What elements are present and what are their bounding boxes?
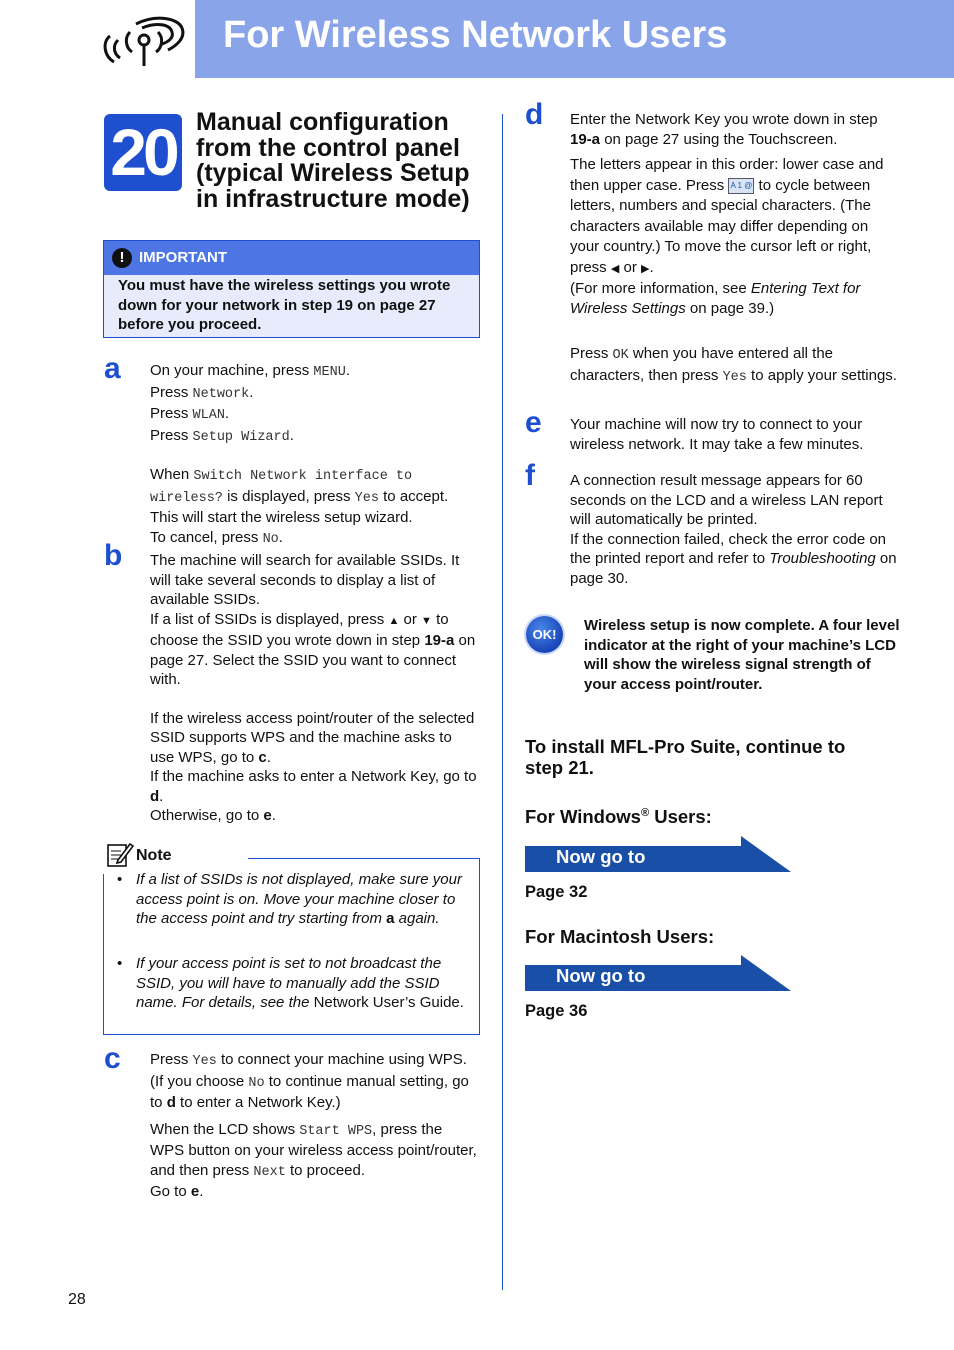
left-arrow-icon: ◀: [610, 262, 620, 275]
substep-letter-e: e: [525, 406, 542, 439]
step-number-box: [104, 114, 182, 191]
page-number: 28: [68, 1291, 86, 1308]
macintosh-goto-label: Now go to: [556, 965, 646, 986]
substep-b-text: The machine will search for available SSIDs. It will take several seconds to display a list of available SSIDs. If a list of SSIDs is displayed, press ▲ or ▼ to choose the SSID you wrote down in step 19-a on page 27. Select the SSID you want to connect with. If the wireless access point/router of the selected SSID supports WPS and the machine asks to use WPS, go to c. If the machine asks to enter a Network Key, go to d. Otherwise, go to e.: [150, 552, 477, 824]
windows-goto-bar: [525, 836, 791, 872]
macintosh-goto-bar: [525, 955, 791, 991]
macintosh-heading: For Macintosh Users:: [525, 926, 715, 947]
note-border-left: [103, 874, 104, 1034]
substep-letter-c: c: [104, 1042, 121, 1075]
substep-c-text: Press Yes to connect your machine using WPS. (If you choose No to continue manual setting, go to d to enter a Network Key.) When the LCD shows Start WPS, press the WPS button on your wireless access point/router, and then press Next to proceed. Go to e.: [150, 1051, 477, 1200]
exclamation-icon: !: [112, 248, 132, 268]
note-border-top: [248, 858, 480, 859]
substep-letter-d: d: [525, 98, 544, 131]
step-title: Manual configuration from the control panel (typical Wireless Setup in infrastructure mode): [196, 108, 470, 213]
completion-message: Wireless setup is now complete. A four level indicator at the right of your machine’s LCD will show the wireless signal strength of your access point/router.: [584, 617, 900, 693]
install-heading: To install MFL-Pro Suite, continue to step 21.: [525, 736, 846, 778]
down-arrow-icon: ▼: [421, 614, 432, 627]
important-label: IMPORTANT: [139, 249, 228, 266]
important-box: [103, 240, 480, 338]
substep-letter-f: f: [525, 459, 535, 492]
note-pencil-icon: [106, 840, 134, 868]
windows-heading: For Windows® Users:: [525, 806, 712, 827]
substep-e-text: Your machine will now try to connect to your wireless network. It may take a few minutes.: [570, 416, 864, 453]
important-header: [104, 241, 479, 275]
ok-badge-icon: OK!: [526, 616, 563, 653]
note-border-right: [479, 858, 480, 1034]
note-bullet: •: [117, 955, 123, 972]
up-arrow-icon: ▲: [388, 614, 400, 627]
keyboard-cycle-key-icon: A 1 @: [728, 178, 754, 194]
note-bullet: •: [117, 871, 123, 888]
note-item-2: If your access point is set to not broadcast the SSID, you will have to manually add the SSID name. For details, see the Network User’s Guide.: [136, 955, 464, 1011]
substep-a-text: On your machine, press MENU. Press Network. Press WLAN. Press Setup Wizard. When Switch Network interface to wireless? is displayed, press Yes to accept. This will start the wireless setup wizard. To cancel, press No.: [150, 362, 449, 547]
substep-f-text: A connection result message appears for 60 seconds on the LCD and a wireless LAN report will automatically be printed. If the connection failed, check the error code on the printed report and refer to Troubleshooting on page 30.: [570, 472, 897, 587]
right-arrow-icon: ▶: [641, 262, 650, 275]
column-divider: [502, 114, 503, 1290]
substep-d-text: Enter the Network Key you wrote down in step 19-a on page 27 using the Touchscreen. The letters appear in this order: lower case and then upper case. Press A 1 @ to cycle between letters, numbers and special characters. (The characters available may differ depending on your country.) To move the cursor left or right, press ◀ or ▶. (For more information, see Entering Text for Wireless Settings on page 39.) Press OK when you have entered all the characters, then press Yes to apply your settings.: [570, 111, 897, 385]
wireless-logo-icon: [96, 6, 192, 72]
header-title: For Wireless Network Users: [223, 14, 728, 56]
header-banner: [195, 0, 954, 78]
note-border-bottom: [103, 1034, 480, 1035]
macintosh-page-ref: Page 36: [525, 1002, 588, 1020]
windows-page-ref: Page 32: [525, 883, 588, 901]
important-text: You must have the wireless settings you wrote down for your network in step 19 on page 27 before you proceed.: [118, 277, 451, 333]
note-item-1: If a list of SSIDs is not displayed, make sure your access point is on. Move your machine closer to the access point and try starting from a again.: [136, 871, 462, 927]
windows-goto-label: Now go to: [556, 846, 646, 867]
note-label: Note: [136, 847, 172, 864]
substep-letter-a: a: [104, 352, 121, 385]
step-number: 20: [110, 115, 176, 189]
substep-letter-b: b: [104, 539, 123, 572]
